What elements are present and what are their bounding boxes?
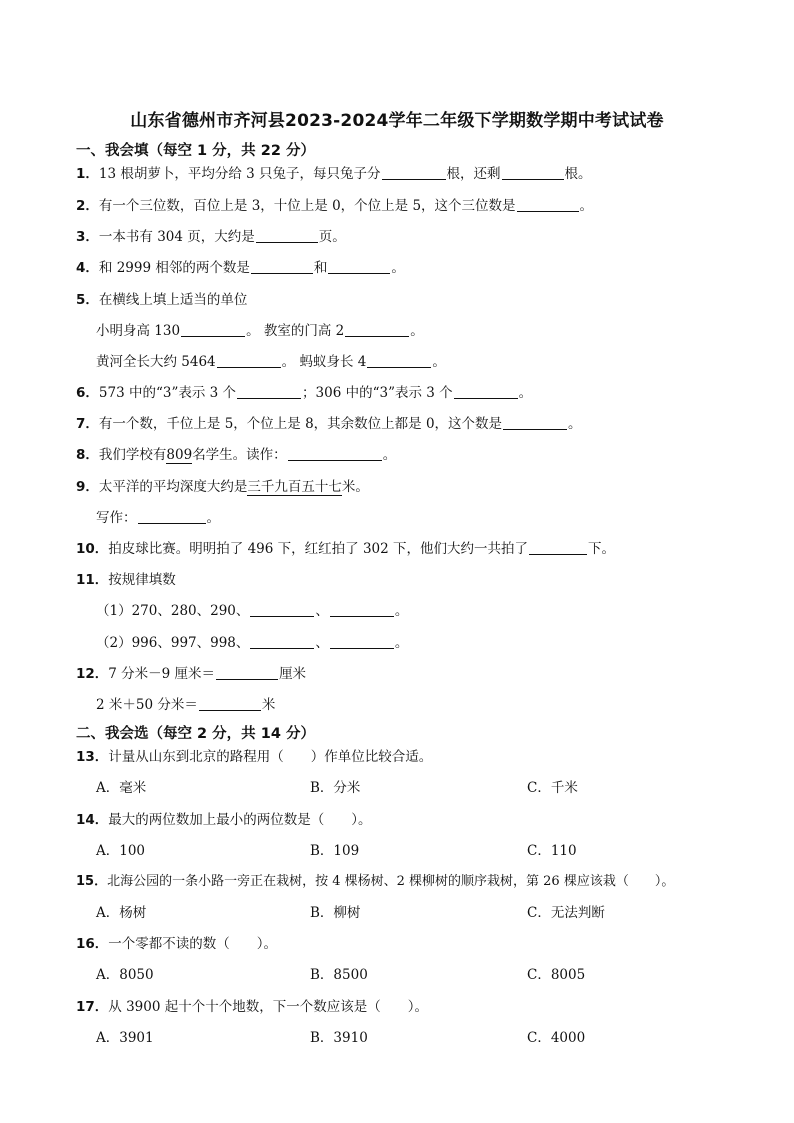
answer-blank[interactable]: [237, 384, 301, 399]
option-b[interactable]: B．柳树: [310, 905, 361, 921]
answer-blank[interactable]: [199, 696, 261, 711]
option-b[interactable]: B．8500: [310, 967, 368, 983]
option-c[interactable]: C．无法判断: [527, 905, 605, 921]
question-11: 11．按规律填数: [76, 572, 176, 588]
question-13: 13．计量从山东到北京的路程用（ ）作单位比较合适。: [76, 749, 433, 765]
question-1: 1．13 根胡萝卜，平均分给 3 只兔子，每只兔子分 根，还剩 根。: [76, 166, 592, 182]
question-9: 9．太平洋的平均深度大约是三千九百五十七米。: [76, 479, 369, 495]
answer-blank[interactable]: [216, 665, 278, 680]
question-8: 8．我们学校有809名学生。读作： 。: [76, 447, 397, 463]
question-9-line-2: 写作： 。: [96, 510, 220, 526]
section-2-heading: 二、我会选（每空 2 分，共 14 分）: [76, 726, 315, 742]
question-17: 17．从 3900 起十个十个地数，下一个数应该是（ ）。: [76, 999, 428, 1015]
answer-blank[interactable]: [138, 509, 206, 524]
answer-blank[interactable]: [367, 353, 431, 368]
answer-blank[interactable]: [250, 602, 314, 617]
answer-blank[interactable]: [250, 634, 314, 649]
question-16: 16．一个零都不读的数（ ）。: [76, 936, 278, 952]
answer-blank[interactable]: [330, 634, 394, 649]
option-a[interactable]: A．3901: [96, 1030, 154, 1046]
option-c[interactable]: C．8005: [527, 967, 586, 983]
question-15: 15．北海公园的一条小路一旁正在栽树，按 4 棵杨树、2 棵柳树的顺序栽树，第 26 棵应该栽（ ）。: [76, 874, 675, 889]
answer-blank[interactable]: [217, 353, 281, 368]
option-b[interactable]: B．109: [310, 843, 360, 859]
option-a[interactable]: A．毫米: [96, 780, 147, 796]
question-5-line-1: 小明身高 130 。 教室的门高 2 。: [96, 323, 424, 339]
option-b[interactable]: B．3910: [310, 1030, 368, 1046]
option-a[interactable]: A．杨树: [96, 905, 147, 921]
question-2: 2．有一个三位数，百位上是 3，十位上是 0，个位上是 5，这个三位数是 。: [76, 198, 594, 214]
question-5-line-2: 黄河全长大约 5464 。 蚂蚁身长 4 。: [96, 354, 446, 370]
question-3: 3．一本书有 304 页，大约是 页。: [76, 229, 346, 245]
question-11-line-2: （2）996、997、998、 、 。: [96, 635, 409, 651]
question-6: 6．573 中的“3”表示 3 个 ；306 中的“3”表示 3 个 。: [76, 385, 533, 401]
answer-blank[interactable]: [288, 446, 382, 461]
question-4: 4．和 2999 相邻的两个数是 和 。: [76, 260, 405, 276]
answer-blank[interactable]: [328, 259, 390, 274]
question-11-line-1: （1）270、280、290、 、 。: [96, 603, 409, 619]
section-1-heading: 一、我会填（每空 1 分，共 22 分）: [76, 143, 315, 159]
answer-blank[interactable]: [517, 197, 579, 212]
option-c[interactable]: C．千米: [527, 780, 578, 796]
option-b[interactable]: B．分米: [310, 780, 361, 796]
question-14: 14．最大的两位数加上最小的两位数是（ ）。: [76, 812, 372, 828]
answer-blank[interactable]: [454, 384, 518, 399]
answer-blank[interactable]: [251, 259, 313, 274]
answer-blank[interactable]: [382, 165, 446, 180]
question-5: 5．在横线上填上适当的单位: [76, 292, 248, 308]
answer-blank[interactable]: [181, 322, 245, 337]
question-12-line-2: 2 米＋50 分米＝ 米: [96, 697, 276, 713]
answer-blank[interactable]: [256, 228, 318, 243]
answer-blank[interactable]: [503, 415, 567, 430]
option-a[interactable]: A．100: [96, 843, 146, 859]
answer-blank[interactable]: [330, 602, 394, 617]
question-12: 12．7 分米－9 厘米＝ 厘米: [76, 666, 307, 682]
answer-blank[interactable]: [345, 322, 409, 337]
option-c[interactable]: C．4000: [527, 1030, 586, 1046]
exam-title: 山东省德州市齐河县2023-2024学年二年级下学期数学期中考试试卷: [130, 111, 664, 131]
answer-blank[interactable]: [529, 540, 587, 555]
answer-blank[interactable]: [502, 165, 564, 180]
option-a[interactable]: A．8050: [96, 967, 154, 983]
question-10: 10．拍皮球比赛。明明拍了 496 下，红红拍了 302 下，他们大约一共拍了 下。: [76, 541, 615, 557]
question-7: 7．有一个数，千位上是 5，个位上是 8，其余数位上都是 0，这个数是 。: [76, 416, 582, 432]
option-c[interactable]: C．110: [527, 843, 577, 859]
